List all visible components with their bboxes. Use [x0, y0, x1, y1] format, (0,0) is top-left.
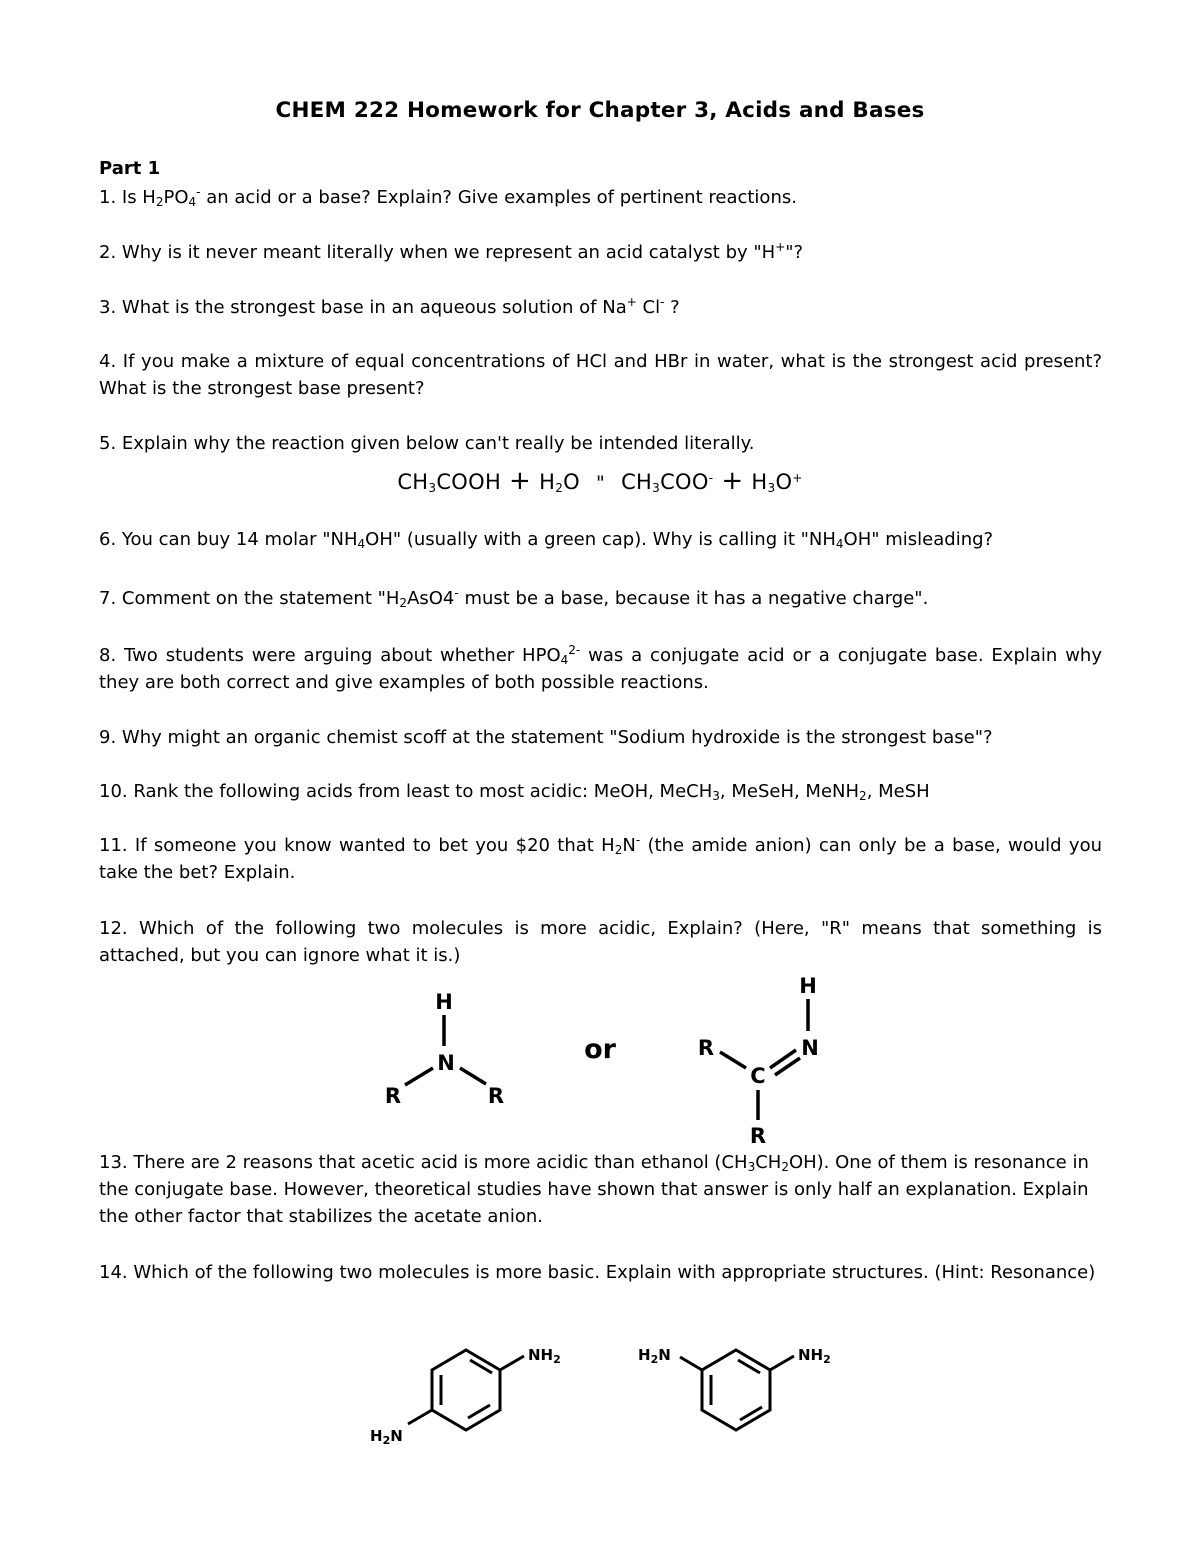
- question-11: 11. If someone you know wanted to bet you $20 that $H_2N^-$ (the amide anion) can only be a base, would you take the bet? Explain.: [99, 833, 1102, 883]
- question-2: 2. Why is it never meant literally when we represent an acid catalyst by "H+"?: [99, 240, 804, 263]
- amino-group-label: $NH_2$: [798, 1346, 831, 1366]
- r-group-label: R: [749, 1124, 767, 1148]
- r-group-label: R: [697, 1036, 715, 1060]
- page-title: CHEM 222 Homework for Chapter 3, Acids and Bases: [275, 98, 925, 123]
- question-7: 7. Comment on the statement "$H_2AsO4^-$ must be a base, because it has a negative charge".: [99, 586, 929, 610]
- question-12: 12. Which of the following two molecules is more acidic, Explain? (Here, "R" means that something is attached, but you can ignore what it is.): [99, 918, 1102, 966]
- para-diamine-structure: [370, 1346, 561, 1447]
- or-connector: or: [584, 1034, 616, 1065]
- meta-diamine-structure: [638, 1346, 831, 1430]
- question-6: 6. You can buy 14 molar "$NH_4OH$" (usually with a green cap). Why is calling it "$NH_4OH$" misleading?: [99, 529, 994, 551]
- question-4: 4. If you make a mixture of equal concentrations of HCl and HBr in water, what is the strongest acid present? What is the strongest base present?: [99, 351, 1102, 399]
- atom-h-label: H: [799, 974, 817, 998]
- question-5: 5. Explain why the reaction given below can't really be intended literally.: [99, 433, 755, 454]
- question-1: 1. Is $H_2PO_4^-$ an acid or a base? Explain? Give examples of pertinent reactions.: [99, 185, 797, 209]
- r-group-right-label: R: [487, 1084, 505, 1108]
- amino-group-label: $NH_2$: [528, 1346, 561, 1366]
- reaction-equation: $CH_3COOH + H_2O$ " $CH_3COO^- + H_3O^+$: [397, 466, 803, 496]
- amino-group-label: $H_2N$: [638, 1346, 671, 1366]
- question-14: 14. Which of the following two molecules is more basic. Explain with appropriate structures. (Hint: Resonance): [99, 1262, 1096, 1283]
- amino-group-label: $H_2N$: [370, 1427, 403, 1447]
- question-9: 9. Why might an organic chemist scoff at the statement "Sodium hydroxide is the strongest base"?: [99, 727, 993, 748]
- question-13: 13. There are 2 reasons that acetic acid is more acidic than ethanol $(CH_3CH_2OH)$. One of them is resonance in the conjugate base. However, theoretical studies have shown that answer is only half an explanation. Explain the other factor that stabilizes the acetate anion.: [99, 1152, 1089, 1227]
- question-8: 8. Two students were arguing about whether $HPO_4^{2-}$ was a conjugate acid or a conjugate base. Explain why they are both correct and give examples of both possible reactions.: [99, 643, 1102, 693]
- atom-c-label: C: [750, 1064, 766, 1088]
- r-group-left-label: R: [384, 1084, 402, 1108]
- atom-n-label: N: [437, 1051, 455, 1075]
- question-3: 3. What is the strongest base in an aqueous solution of Na+ Cl- ?: [99, 295, 680, 318]
- section-heading: Part 1: [99, 158, 161, 179]
- question-10: 10. Rank the following acids from least to most acidic: MeOH, MeCH$_3$, MeSeH, MeNH$_2$, MeSH: [99, 781, 930, 803]
- atom-n-label: N: [801, 1036, 819, 1060]
- atom-h-label: H: [435, 990, 453, 1014]
